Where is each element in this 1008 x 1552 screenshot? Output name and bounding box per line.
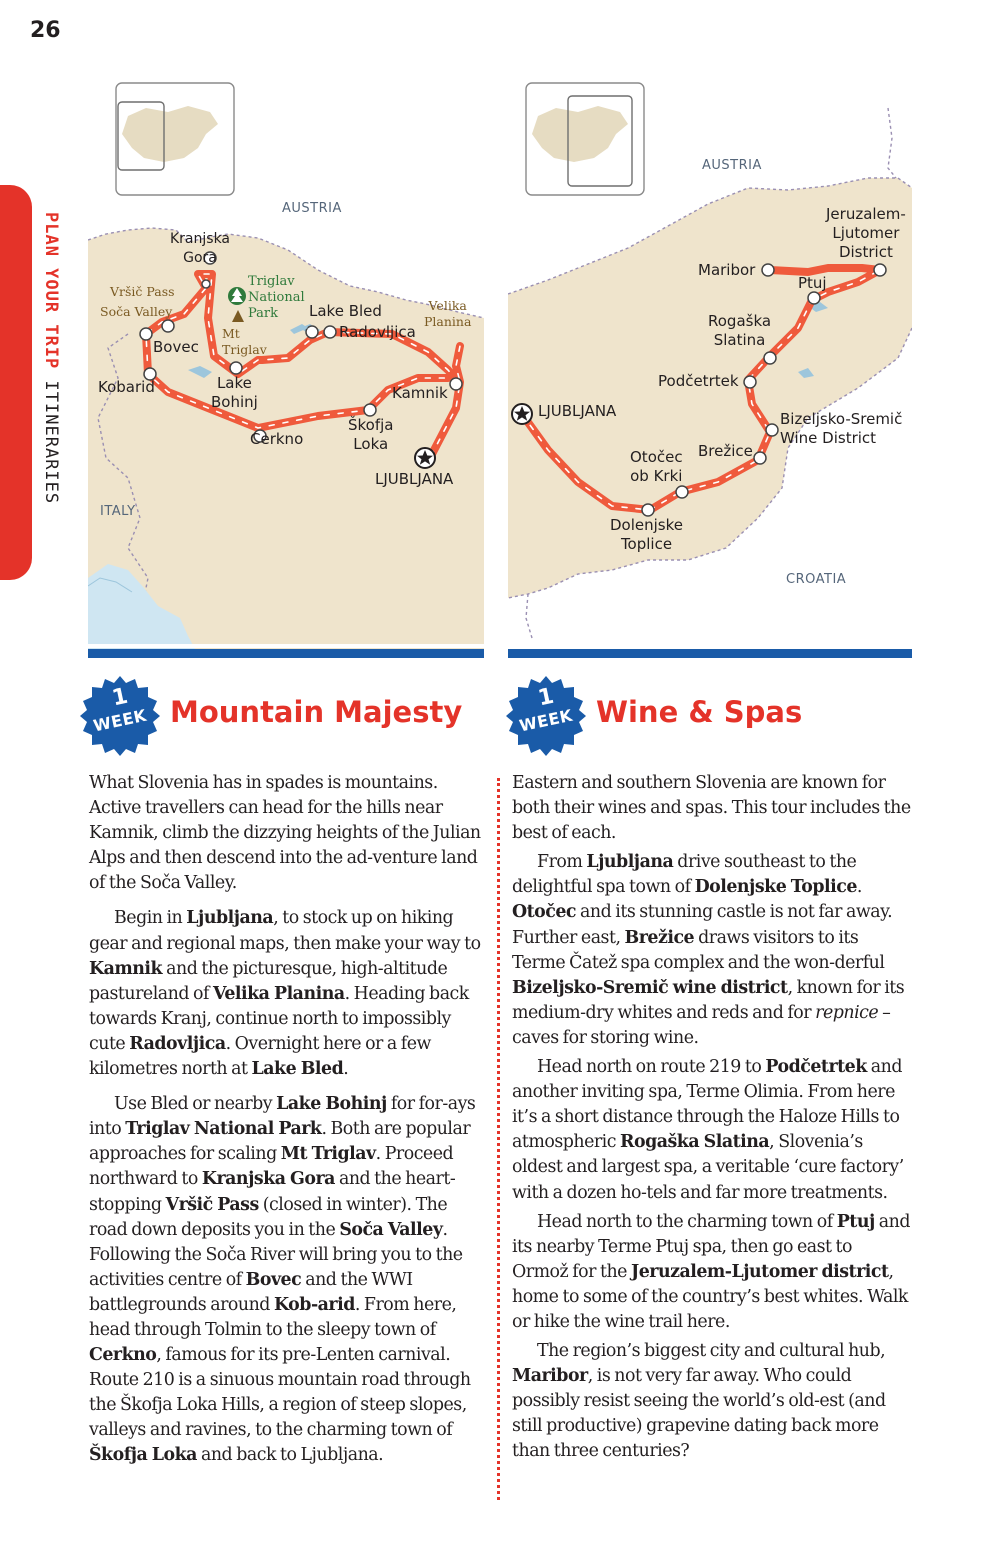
text-span: and another inviting spa, Terme Olimia. From here it’s a short distance through the Haloze Hills to atmospheric bbox=[512, 1057, 902, 1153]
label-kobarid: Kobarid bbox=[98, 378, 155, 396]
text-span: (closed in winter). The road down deposits you in the bbox=[89, 1194, 448, 1240]
right-intro-paragraph: Eastern and southern Slovenia are known for both their wines and spas. This tour includes the best of each. bbox=[512, 773, 911, 844]
label-dolenjske-toplice bbox=[610, 516, 683, 554]
label-text: Lake bbox=[216, 374, 252, 392]
label-rogaska-slatina bbox=[708, 312, 771, 350]
place-rogaska-slatina: Rogaška Slatina bbox=[620, 1132, 770, 1153]
text-span: , is not very far away. Who could possibly resist seeing the world’s old-est (and still productive) grapevine dating back more than three centuries? bbox=[512, 1366, 886, 1462]
label-bovec: Bovec bbox=[153, 338, 199, 356]
place-maribor: Maribor bbox=[512, 1366, 588, 1387]
side-label-subsection: ITINERARIES bbox=[41, 380, 61, 505]
label-vrsic-pass: Vršič Pass bbox=[110, 284, 175, 299]
place-cerkno: Cerkno bbox=[89, 1345, 157, 1366]
text-span: and the heart-stopping bbox=[89, 1169, 456, 1215]
label-kranjska-gora bbox=[170, 230, 230, 268]
text-span: . Proceed northward to bbox=[89, 1144, 454, 1190]
text-span: . bbox=[343, 1059, 349, 1080]
left-paragraph-3 bbox=[89, 1092, 489, 1468]
label-text: Dolenjske bbox=[610, 516, 683, 534]
badge-word: WEEK bbox=[517, 705, 575, 736]
place-kamnik: Kamnik bbox=[89, 958, 163, 979]
place-ptuj: Ptuj bbox=[836, 1211, 875, 1232]
label-text: Bizeljsko-Sremič bbox=[780, 410, 903, 428]
label-austria-right: AUSTRIA bbox=[702, 158, 762, 173]
label-soca-valley: Soča Valley bbox=[100, 304, 173, 319]
badge-number: 1 bbox=[109, 683, 131, 712]
label-velika-planina bbox=[424, 298, 471, 330]
week-badge-right bbox=[504, 674, 588, 758]
label-ptuj: Ptuj bbox=[798, 274, 827, 292]
label-text: Velika bbox=[428, 298, 467, 313]
side-tab bbox=[0, 185, 32, 580]
side-label bbox=[41, 212, 61, 504]
text-span: and back to Ljubljana. bbox=[196, 1445, 384, 1466]
text-span: , famous for its pre-Lenten carnival. Route 210 is a sinuous mountain road through the Škofja Loka Hills, a region of steep slopes, valleys and ravines, to the charming town of bbox=[89, 1345, 471, 1441]
text-span: , known for its medium-dry whites and reds and for bbox=[512, 977, 905, 1023]
place-jeruzalem-ljutomer: Jeruzalem-Ljutomer district bbox=[630, 1261, 889, 1282]
map-mountain-majesty bbox=[88, 78, 484, 658]
page-number: 26 bbox=[30, 18, 61, 43]
label-podcetrtek: Podčetrtek bbox=[658, 372, 739, 390]
label-maribor: Maribor bbox=[698, 261, 756, 279]
label-text: Gora bbox=[183, 250, 217, 266]
badge-number: 1 bbox=[535, 683, 557, 712]
label-austria: AUSTRIA bbox=[282, 201, 342, 216]
right-paragraph-2 bbox=[512, 850, 912, 1051]
label-cerkno: Cerkno bbox=[250, 430, 304, 448]
right-paragraph-4 bbox=[512, 1210, 912, 1335]
label-text: Park bbox=[248, 306, 279, 321]
label-text: Škofja bbox=[348, 416, 394, 434]
text-span: for for-ays into bbox=[89, 1094, 476, 1140]
label-ljubljana-left: LJUBLJANA bbox=[375, 470, 454, 488]
label-text: Triglav bbox=[248, 274, 295, 289]
place-vrsic-pass: Vršič Pass bbox=[165, 1194, 259, 1215]
label-text: Loka bbox=[353, 435, 389, 453]
map-wine-and-spas bbox=[508, 78, 904, 658]
section-title-mountain-majesty: Mountain Majesty bbox=[170, 695, 463, 729]
text-span: and its stunning castle is not far away. Further east, bbox=[512, 902, 893, 948]
week-badge-left bbox=[78, 674, 162, 758]
label-radovljica: Radovljica bbox=[339, 323, 416, 341]
place-kobarid: Kob-arid bbox=[273, 1294, 355, 1315]
text-span: . Both are popular approaches for scaling bbox=[89, 1119, 471, 1165]
text-span: . bbox=[856, 877, 862, 898]
column-divider bbox=[497, 778, 500, 1500]
label-text: Planina bbox=[424, 314, 472, 329]
text-span: , home to some of the country’s best whites. Walk or hike the wine trail here. bbox=[512, 1261, 908, 1332]
label-italy: ITALY bbox=[100, 504, 136, 519]
place-radovljica: Radovljica bbox=[129, 1033, 226, 1054]
label-text: Bohinj bbox=[211, 393, 258, 411]
side-label-section: PLAN YOUR TRIP bbox=[41, 212, 61, 370]
place-soca-valley: Soča Valley bbox=[339, 1219, 443, 1240]
label-croatia: CROATIA bbox=[786, 572, 847, 587]
text-span: , Slovenia’s oldest and largest spa, a veritable ‘cure factory’ with a dozen ho-tels and far more treatments. bbox=[512, 1132, 904, 1203]
term-repnice: repnice bbox=[815, 1002, 879, 1023]
place-ljubljana: Ljubljana bbox=[586, 852, 674, 873]
right-column-text bbox=[512, 771, 912, 1465]
label-kamnik: Kamnik bbox=[392, 384, 448, 402]
label-bizeljsko-sremic bbox=[780, 410, 902, 448]
text-span: Head north on route 219 to bbox=[537, 1057, 766, 1078]
label-text: Ljutomer bbox=[832, 224, 900, 242]
text-span: and its nearby Terme Ptuj spa, then go east to Ormož for the bbox=[512, 1211, 911, 1282]
label-text: National bbox=[248, 290, 305, 305]
map-left-graphic bbox=[88, 78, 484, 658]
label-text: Otočec bbox=[630, 448, 683, 466]
label-lake-bohinj bbox=[211, 374, 258, 412]
label-lake-bled: Lake Bled bbox=[309, 302, 382, 320]
text-span: . Following the Soča River will bring you to the activities centre of bbox=[89, 1219, 463, 1290]
label-ljubljana-right: LJUBLJANA bbox=[538, 402, 617, 420]
text-span: Use Bled or nearby bbox=[114, 1094, 277, 1115]
left-paragraph-2 bbox=[89, 906, 489, 1082]
label-text: Slatina bbox=[713, 331, 766, 349]
place-dolenjske-toplice: Dolenjske Toplice bbox=[694, 877, 857, 898]
place-otocec: Otočec bbox=[512, 902, 577, 923]
label-skofja-loka bbox=[348, 416, 394, 454]
text-span: draws visitors to its Terme Čatež spa complex and the won-derful bbox=[512, 927, 885, 973]
label-text: Triglav bbox=[222, 342, 267, 357]
text-span: and the WWI battlegrounds around bbox=[89, 1269, 413, 1315]
label-text: ob Krki bbox=[630, 467, 683, 485]
label-otocec-ob-krki bbox=[630, 448, 683, 486]
text-span: – caves for storing wine. bbox=[512, 1002, 891, 1048]
text-span: Begin in bbox=[114, 908, 187, 929]
text-span: . Heading back towards Kranj, continue north to impossibly cute bbox=[89, 983, 469, 1054]
text-span: and the picturesque, high-altitude pastureland of bbox=[89, 958, 448, 1004]
place-podcetrtek: Podčetrtek bbox=[765, 1057, 867, 1078]
place-lake-bohinj: Lake Bohinj bbox=[276, 1094, 387, 1115]
place-ljubljana: Ljubljana bbox=[186, 908, 274, 929]
place-bizeljsko-sremic: Bizeljsko-Sremič wine district bbox=[512, 977, 788, 998]
right-paragraph-3 bbox=[512, 1055, 912, 1206]
place-bovec: Bovec bbox=[245, 1269, 302, 1290]
place-velika-planina: Velika Planina bbox=[212, 983, 345, 1004]
right-paragraph-5 bbox=[512, 1339, 912, 1464]
label-mt-triglav bbox=[222, 326, 267, 358]
text-span: From bbox=[537, 852, 587, 873]
place-triglav-national-park: Triglav National Park bbox=[125, 1119, 322, 1140]
text-span: drive southeast to the delightful spa town of bbox=[512, 852, 857, 898]
place-kranjska-gora: Kranjska Gora bbox=[201, 1169, 335, 1190]
label-text: Toplice bbox=[620, 535, 673, 553]
section-title-wine-and-spas: Wine & Spas bbox=[596, 695, 803, 729]
badge-word: WEEK bbox=[91, 705, 149, 736]
label-text: Rogaška bbox=[708, 312, 772, 330]
place-mt-triglav: Mt Triglav bbox=[280, 1144, 376, 1165]
label-text: Wine District bbox=[780, 429, 877, 447]
left-column-text bbox=[89, 771, 489, 1469]
text-span: . From here, head through Tolmin to the sleepy town of bbox=[89, 1294, 457, 1340]
place-skofja-loka: Škofja Loka bbox=[89, 1445, 197, 1466]
label-text: Mt bbox=[222, 326, 240, 341]
text-span: . Overnight here or a few kilometres north at bbox=[89, 1033, 431, 1080]
label-text: Kranjska bbox=[170, 231, 231, 247]
label-jeruzalem-ljutomer bbox=[826, 205, 906, 262]
place-brezice: Brežice bbox=[624, 927, 695, 948]
place-lake-bled: Lake Bled bbox=[251, 1059, 344, 1080]
text-span: , to stock up on hiking gear and regional maps, then make your way to bbox=[89, 908, 481, 954]
label-text: District bbox=[838, 243, 893, 261]
text-span: Head north to the charming town of bbox=[537, 1211, 837, 1232]
text-span: The region’s biggest city and cultural hub, bbox=[537, 1341, 886, 1362]
label-text: Jeruzalem- bbox=[826, 205, 906, 223]
label-brezice: Brežice bbox=[698, 442, 753, 460]
left-intro-paragraph: What Slovenia has in spades is mountains. Active travellers can head for the hills near Kamnik, climb the dizzying heights of the Julian Alps and then descend into the ad-venture land of the Soča Valley. bbox=[89, 773, 481, 894]
label-triglav-national-park bbox=[248, 274, 305, 322]
